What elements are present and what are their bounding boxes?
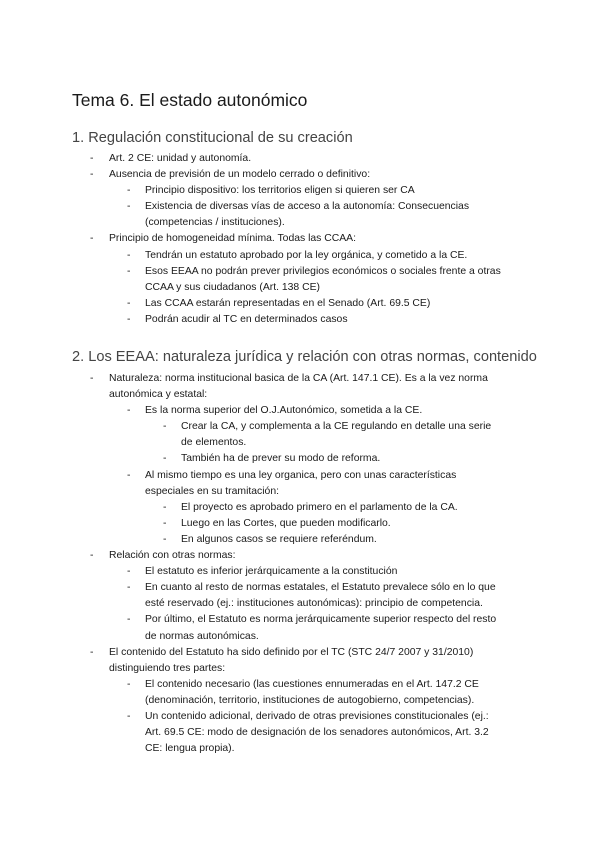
- bullet-dash: -: [127, 313, 131, 325]
- bullet-dash: -: [90, 646, 94, 658]
- bullet-dash: -: [163, 421, 167, 433]
- list-item-text: El contenido del Estatuto ha sido definido por el TC (STC 24/7 2007 y 31/2010): [109, 646, 474, 658]
- bullet-dash: -: [127, 185, 131, 197]
- list-item-text: CE: lengua propia).: [145, 743, 235, 755]
- list-item: [0, 532, 600, 548]
- list-item-text: de elementos.: [181, 437, 247, 449]
- list-item-text: Naturaleza: norma institucional basica de la CA (Art. 147.1 CE). Es a la vez norma: [109, 373, 488, 384]
- list-item: [0, 199, 600, 231]
- sub-list: [109, 677, 600, 757]
- list-item-text: Crear la CA, y complementa a la CE regulando en detalle una serie: [181, 421, 492, 433]
- sub-list: [109, 183, 600, 231]
- list-item: [0, 451, 600, 467]
- list-item-text: especiales en su tramitación:: [145, 485, 279, 497]
- bullet-dash: -: [127, 469, 131, 481]
- sub-list: [145, 419, 600, 467]
- section-2-list: [0, 371, 600, 757]
- list-item-text: El proyecto es aprobado primero en el parlamento de la CA.: [181, 501, 458, 513]
- bullet-dash: -: [163, 517, 167, 529]
- list-item-text: distinguiendo tres partes:: [109, 662, 226, 674]
- list-item: [0, 312, 600, 328]
- list-item-text: En cuanto al resto de normas estatales, el Estatuto prevalece sólo en lo que: [145, 582, 496, 594]
- list-item-text: Principio de homogeneidad mínima. Todas las CCAA:: [109, 233, 357, 245]
- list-item-text: Tendrán un estatuto aprobado por la ley orgánica, y cometido a la CE.: [145, 249, 468, 261]
- list-item-text: Podrán acudir al TC en determinados casos: [145, 313, 348, 325]
- list-item: [0, 183, 600, 199]
- list-item-text: Principio dispositivo: los territorios eligen si quieren ser CA: [145, 185, 415, 197]
- list-item-text: En algunos casos se requiere referéndum.: [181, 533, 377, 545]
- bullet-dash: -: [127, 405, 131, 417]
- list-item: [0, 709, 600, 757]
- list-item-text: El estatuto es inferior jerárquicamente a la constitución: [145, 566, 398, 578]
- list-item-text: El contenido necesario (las cuestiones ennumeradas en el Art. 147.2 CE: [145, 678, 479, 690]
- bullet-dash: -: [127, 265, 131, 277]
- list-item-text: Esos EEAA no podrán prever privilegios económicos o sociales frente a otras: [145, 265, 501, 277]
- list-item: [0, 248, 600, 264]
- section-1-list: [0, 151, 600, 328]
- bullet-dash: -: [127, 582, 131, 594]
- bullet-dash: -: [127, 678, 131, 690]
- bullet-dash: -: [127, 297, 131, 309]
- list-item-text: esté reservado (ej.: instituciones autonómicas): principio de competencia.: [145, 598, 483, 610]
- list-item-text: de normas autonómicas.: [145, 630, 259, 642]
- list-item: [0, 167, 600, 231]
- bullet-dash: -: [90, 373, 94, 384]
- list-item-text: Por último, el Estatuto es norma jerárquicamente superior respecto del resto: [145, 614, 497, 626]
- sub-list: [109, 248, 600, 328]
- bullet-dash: -: [90, 169, 94, 181]
- bullet-dash: -: [127, 249, 131, 261]
- list-item: [0, 645, 600, 758]
- list-item-text: autonómica y estatal:: [109, 389, 208, 401]
- list-item-text: Ausencia de previsión de un modelo cerrado o definitivo:: [109, 169, 371, 181]
- bullet-dash: -: [127, 710, 131, 722]
- sub-list: [109, 403, 600, 548]
- list-item-text: (competencias / instituciones).: [145, 217, 285, 229]
- list-item-text: También ha de prever su modo de reforma.: [181, 453, 381, 465]
- list-item-text: Al mismo tiempo es una ley organica, pero con unas características: [145, 469, 457, 481]
- bullet-dash: -: [163, 501, 167, 513]
- list-item: [0, 677, 600, 709]
- list-item-text: Es la norma superior del O.J.Autonómico, sometida a la CE.: [145, 405, 423, 417]
- list-item: [0, 419, 600, 451]
- bullet-dash: -: [127, 614, 131, 626]
- section-1-heading: 1. Regulación constitucional de su creación: [72, 130, 353, 146]
- bullet-dash: -: [127, 566, 131, 578]
- list-item: [0, 580, 600, 612]
- list-item-text: CCAA y sus ciudadanos (Art. 138 CE): [145, 281, 320, 293]
- list-item: [0, 264, 600, 296]
- bullet-dash: -: [127, 201, 131, 213]
- list-item: [0, 548, 600, 645]
- list-item-text: Relación con otras normas:: [109, 550, 236, 562]
- list-item: [0, 151, 600, 167]
- list-item-text: Art. 69.5 CE: modo de designación de los senadores autonómicos, Art. 3.2: [145, 727, 489, 739]
- list-item: [0, 564, 600, 580]
- list-item: [0, 371, 600, 548]
- list-item: [0, 500, 600, 516]
- bullet-dash: -: [163, 453, 167, 465]
- list-item: [0, 612, 600, 644]
- list-item-text: Un contenido adicional, derivado de otras previsiones constitucionales (ej.:: [145, 710, 489, 722]
- bullet-dash: -: [163, 533, 167, 545]
- list-item-text: Existencia de diversas vías de acceso a la autonomía: Consecuencias: [145, 201, 470, 213]
- list-item-text: Luego en las Cortes, que pueden modificarlo.: [181, 517, 391, 529]
- bullet-dash: -: [90, 550, 94, 562]
- list-item: [0, 468, 600, 548]
- list-item-text: Art. 2 CE: unidad y autonomía.: [109, 153, 252, 164]
- section-2-heading: 2. Los EEAA: naturaleza jurídica y relación con otras normas, contenido: [72, 349, 537, 365]
- page-title: Tema 6. El estado autonómico: [72, 90, 308, 110]
- list-item: [0, 296, 600, 312]
- bullet-dash: -: [90, 153, 94, 164]
- list-item: [0, 231, 600, 328]
- sub-list: [145, 500, 600, 548]
- list-item: [0, 403, 600, 467]
- list-item-text: (denominación, territorio, instituciones de autogobierno, competencias).: [145, 694, 475, 706]
- list-item-text: Las CCAA estarán representadas en el Senado (Art. 69.5 CE): [145, 297, 431, 309]
- list-item: [0, 516, 600, 532]
- sub-list: [109, 564, 600, 644]
- bullet-dash: -: [90, 233, 94, 245]
